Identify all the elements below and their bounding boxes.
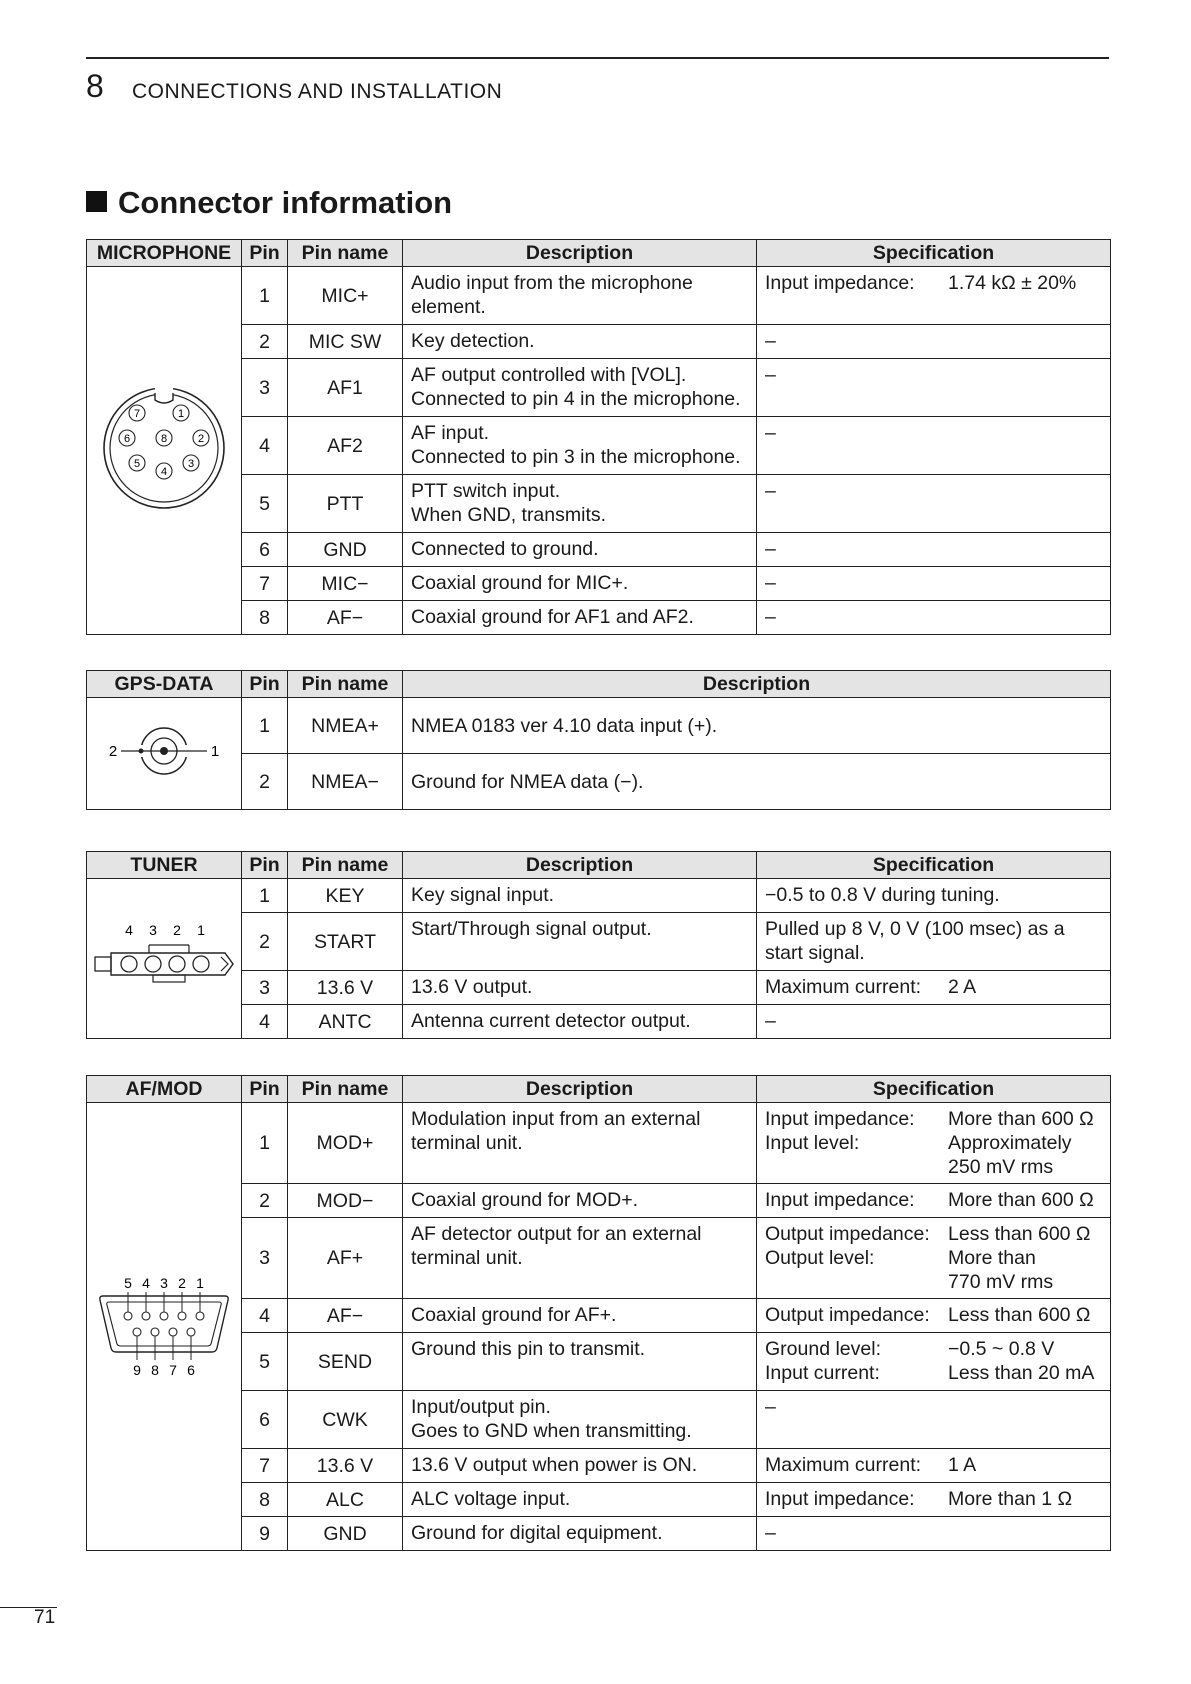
afmod-pin-circle <box>151 1328 159 1336</box>
tuner-row-4-desc: Antenna current detector output. <box>403 1005 757 1039</box>
microphone-row-8-spec: – <box>757 601 1111 635</box>
afmod-row-3-name: AF+ <box>288 1218 403 1299</box>
afmod-header-pin-name: Pin name <box>288 1076 403 1103</box>
microphone-table <box>86 239 1111 635</box>
tuner-row-4-spec: – <box>757 1005 1111 1039</box>
header-rule <box>86 57 1109 59</box>
afmod-pin-circle <box>142 1312 150 1320</box>
tuner-connector-diagram <box>87 879 242 1039</box>
microphone-row-8-name: AF− <box>288 601 403 635</box>
afmod-row-1-desc: Modulation input from an external terminal unit. <box>403 1103 757 1184</box>
tuner-row-1-name: KEY <box>288 879 403 913</box>
afmod-connector-icon <box>89 1264 239 1384</box>
microphone-row-8-desc: Coaxial ground for AF1 and AF2. <box>403 601 757 635</box>
microphone-row-2-pin: 2 <box>242 325 288 359</box>
microphone-row-6-desc: Connected to ground. <box>403 533 757 567</box>
tuner-row-3-pin: 3 <box>242 971 288 1005</box>
afmod-header-specification: Specification <box>757 1076 1111 1103</box>
afmod-row-9-pin: 9 <box>242 1517 288 1551</box>
afmod-row-3-desc: AF detector output for an external terminal unit. <box>403 1218 757 1299</box>
afmod-pin-label: 7 <box>169 1361 177 1378</box>
tuner-pin-circle <box>145 956 161 972</box>
microphone-row-8-pin: 8 <box>242 601 288 635</box>
microphone-row-4-desc: AF input. Connected to pin 3 in the microphone. <box>403 417 757 475</box>
microphone-pin-label: 6 <box>123 432 131 445</box>
afmod-row-6-pin: 6 <box>242 1391 288 1449</box>
afmod-row-1-name: MOD+ <box>288 1103 403 1184</box>
afmod-row-4-name: AF− <box>288 1299 403 1333</box>
square-bullet-icon <box>86 191 107 212</box>
afmod-row-7-pin: 7 <box>242 1449 288 1483</box>
microphone-pin-label: 3 <box>187 457 195 470</box>
microphone-row-2-desc: Key detection. <box>403 325 757 359</box>
gps-header-pin-name: Pin name <box>288 671 403 698</box>
microphone-header-specification: Specification <box>757 240 1111 267</box>
afmod-row-2-spec: Input impedance: More than 600 Ω <box>757 1184 1111 1218</box>
afmod-row-1-pin: 1 <box>242 1103 288 1184</box>
microphone-row-7-name: MIC− <box>288 567 403 601</box>
microphone-connector-diagram <box>87 267 242 635</box>
afmod-header-pin: Pin <box>242 1076 288 1103</box>
afmod-pin-label: 2 <box>178 1274 186 1291</box>
afmod-row-7-name: 13.6 V <box>288 1449 403 1483</box>
gps-header-pin: Pin <box>242 671 288 698</box>
tuner-header-specification: Specification <box>757 852 1111 879</box>
tuner-header-pin-name: Pin name <box>288 852 403 879</box>
gps-row-2-pin: 2 <box>242 754 288 810</box>
afmod-row-6-desc: Input/output pin. Goes to GND when transmitting. <box>403 1391 757 1449</box>
afmod-row-2-name: MOD− <box>288 1184 403 1218</box>
microphone-row-7-desc: Coaxial ground for MIC+. <box>403 567 757 601</box>
afmod-pin-label: 8 <box>151 1361 159 1378</box>
microphone-header-pin-name: Pin name <box>288 240 403 267</box>
microphone-header-pin: Pin <box>242 240 288 267</box>
tuner-pin-label: 2 <box>173 921 181 938</box>
gps-header-connector: GPS-DATA <box>87 671 242 698</box>
microphone-row-7-pin: 7 <box>242 567 288 601</box>
tuner-row-2-name: START <box>288 913 403 971</box>
gps-header-description: Description <box>403 671 1111 698</box>
tuner-row-2-spec: Pulled up 8 V, 0 V (100 msec) as a start signal. <box>757 913 1111 971</box>
chapter-number: 8 <box>86 68 104 104</box>
gps-row-2-name: NMEA− <box>288 754 403 810</box>
microphone-row-6-name: GND <box>288 533 403 567</box>
afmod-row-9-name: GND <box>288 1517 403 1551</box>
gps-diagram-label-right: 1 <box>210 742 220 760</box>
microphone-row-2-name: MIC SW <box>288 325 403 359</box>
afmod-row-4-desc: Coaxial ground for AF+. <box>403 1299 757 1333</box>
afmod-row-8-spec: Input impedance: More than 1 Ω <box>757 1483 1111 1517</box>
afmod-row-7-desc: 13.6 V output when power is ON. <box>403 1449 757 1483</box>
afmod-row-6-spec: – <box>757 1391 1111 1449</box>
afmod-row-8-desc: ALC voltage input. <box>403 1483 757 1517</box>
microphone-row-5-desc: PTT switch input. When GND, transmits. <box>403 475 757 533</box>
afmod-pin-circle <box>178 1312 186 1320</box>
afmod-row-1-spec: Input impedance: More than 600 Ω Input level: Approximately 250 mV rms <box>757 1103 1111 1184</box>
afmod-pin-circle <box>187 1328 195 1336</box>
microphone-row-1-desc: Audio input from the microphone element. <box>403 267 757 325</box>
tuner-connector-icon <box>89 911 239 1001</box>
afmod-row-8-name: ALC <box>288 1483 403 1517</box>
microphone-pin-label: 4 <box>160 465 168 478</box>
tuner-header-connector: TUNER <box>87 852 242 879</box>
afmod-row-6-name: CWK <box>288 1391 403 1449</box>
afmod-header-connector: AF/MOD <box>87 1076 242 1103</box>
tuner-row-2-pin: 2 <box>242 913 288 971</box>
afmod-row-7-spec: Maximum current: 1 A <box>757 1449 1111 1483</box>
afmod-pin-label: 5 <box>124 1274 132 1291</box>
microphone-pin-label: 1 <box>177 407 185 420</box>
afmod-row-3-spec: Output impedance: Less than 600 Ω Output level: More than 770 mV rms <box>757 1218 1111 1299</box>
microphone-row-1-name: MIC+ <box>288 267 403 325</box>
microphone-row-6-spec: – <box>757 533 1111 567</box>
microphone-row-2-spec: – <box>757 325 1111 359</box>
gps-row-1-desc: NMEA 0183 ver 4.10 data input (+). <box>403 698 1111 754</box>
microphone-row-3-name: AF1 <box>288 359 403 417</box>
tuner-pin-label: 4 <box>125 921 133 938</box>
microphone-row-5-pin: 5 <box>242 475 288 533</box>
afmod-row-2-desc: Coaxial ground for MOD+. <box>403 1184 757 1218</box>
tuner-row-3-name: 13.6 V <box>288 971 403 1005</box>
microphone-row-5-name: PTT <box>288 475 403 533</box>
microphone-row-4-name: AF2 <box>288 417 403 475</box>
microphone-pin-label: 2 <box>197 432 205 445</box>
afmod-pin-circle <box>160 1312 168 1320</box>
tuner-row-2-desc: Start/Through signal output. <box>403 913 757 971</box>
microphone-row-3-pin: 3 <box>242 359 288 417</box>
tuner-pin-circle <box>193 956 209 972</box>
microphone-row-3-spec: – <box>757 359 1111 417</box>
afmod-row-5-spec: Ground level: −0.5 ~ 0.8 V Input current: Less than 20 mA <box>757 1333 1111 1391</box>
afmod-row-2-pin: 2 <box>242 1184 288 1218</box>
microphone-pin-label: 5 <box>133 457 141 470</box>
microphone-connector-icon <box>99 383 229 513</box>
section-title-text: Connector information <box>118 185 453 220</box>
tuner-row-4-pin: 4 <box>242 1005 288 1039</box>
afmod-pin-label: 9 <box>133 1361 141 1378</box>
microphone-row-3-desc: AF output controlled with [VOL]. Connected to pin 4 in the microphone. <box>403 359 757 417</box>
section-title <box>86 185 452 221</box>
afmod-pin-label: 6 <box>187 1361 195 1378</box>
afmod-pin-circle <box>196 1312 204 1320</box>
gps-row-2-desc: Ground for NMEA data (−). <box>403 754 1111 810</box>
afmod-row-9-spec: – <box>757 1517 1111 1551</box>
microphone-row-1-pin: 1 <box>242 267 288 325</box>
afmod-pin-label: 4 <box>142 1274 150 1291</box>
tuner-pin-label: 1 <box>197 921 205 938</box>
tuner-header-description: Description <box>403 852 757 879</box>
gps-row-1-pin: 1 <box>242 698 288 754</box>
afmod-pin-label: 1 <box>196 1274 204 1291</box>
afmod-pin-label: 3 <box>160 1274 168 1291</box>
afmod-pin-circle <box>133 1328 141 1336</box>
afmod-header-description: Description <box>403 1076 757 1103</box>
tuner-row-3-spec: Maximum current: 2 A <box>757 971 1111 1005</box>
afmod-connector-diagram <box>87 1103 242 1551</box>
tuner-pin-label: 3 <box>149 921 157 938</box>
afmod-row-5-pin: 5 <box>242 1333 288 1391</box>
microphone-pin-label: 7 <box>133 407 141 420</box>
tuner-row-3-desc: 13.6 V output. <box>403 971 757 1005</box>
tuner-pin-circle <box>169 956 185 972</box>
tuner-row-1-pin: 1 <box>242 879 288 913</box>
afmod-table <box>86 1075 1111 1551</box>
tuner-pin-circle <box>121 956 137 972</box>
microphone-header-connector: MICROPHONE <box>87 240 242 267</box>
microphone-pin-label: 8 <box>160 432 168 445</box>
gps-connector-icon <box>99 711 229 791</box>
tuner-header-pin: Pin <box>242 852 288 879</box>
microphone-row-7-spec: – <box>757 567 1111 601</box>
afmod-pin-circle <box>169 1328 177 1336</box>
microphone-row-6-pin: 6 <box>242 533 288 567</box>
afmod-row-8-pin: 8 <box>242 1483 288 1517</box>
tuner-row-4-name: ANTC <box>288 1005 403 1039</box>
microphone-row-5-spec: – <box>757 475 1111 533</box>
afmod-row-5-desc: Ground this pin to transmit. <box>403 1333 757 1391</box>
gps-data-table <box>86 670 1111 810</box>
gps-row-1-name: NMEA+ <box>288 698 403 754</box>
afmod-row-5-name: SEND <box>288 1333 403 1391</box>
tuner-table <box>86 851 1111 1039</box>
tuner-row-1-spec: −0.5 to 0.8 V during tuning. <box>757 879 1111 913</box>
chapter-title: CONNECTIONS AND INSTALLATION <box>132 80 503 103</box>
afmod-pin-circle <box>124 1312 132 1320</box>
page-number: 71 <box>34 1607 56 1628</box>
afmod-row-3-pin: 3 <box>242 1218 288 1299</box>
microphone-row-1-spec: Input impedance: 1.74 kΩ ± 20% <box>757 267 1111 325</box>
microphone-row-4-spec: – <box>757 417 1111 475</box>
microphone-row-4-pin: 4 <box>242 417 288 475</box>
gps-diagram-label-left: 2 <box>108 742 118 760</box>
microphone-header-description: Description <box>403 240 757 267</box>
afmod-row-4-spec: Output impedance: Less than 600 Ω <box>757 1299 1111 1333</box>
afmod-row-4-pin: 4 <box>242 1299 288 1333</box>
tuner-row-1-desc: Key signal input. <box>403 879 757 913</box>
gps-connector-diagram <box>87 698 242 810</box>
afmod-row-9-desc: Ground for digital equipment. <box>403 1517 757 1551</box>
